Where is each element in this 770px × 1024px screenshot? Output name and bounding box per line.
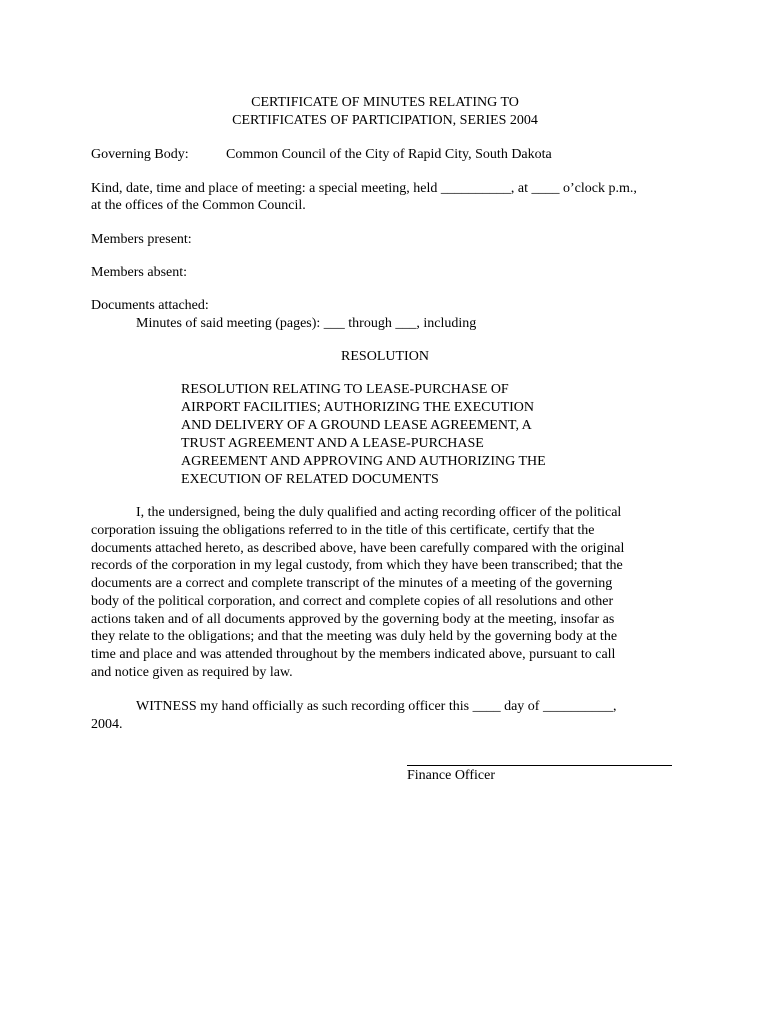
certification-line: documents are a correct and complete transcript of the minutes of a meeting of the governing [91, 576, 613, 591]
signature-title: Finance Officer [407, 768, 495, 783]
meeting-line-2: at the offices of the Common Council. [91, 198, 306, 213]
members-absent-label: Members absent: [91, 265, 188, 280]
documents-attached-label: Documents attached: [91, 298, 209, 313]
resolution-title-line: AIRPORT FACILITIES; AUTHORIZING THE EXECUTION [181, 400, 535, 415]
governing-body-label: Governing Body: [91, 147, 189, 162]
title-line-2: CERTIFICATES OF PARTICIPATION, SERIES 2004 [232, 113, 538, 128]
governing-body-value: Common Council of the City of Rapid City, South Dakota [226, 147, 552, 162]
members-present-label: Members present: [91, 232, 192, 247]
certification-line: documents attached hereto, as described above, have been carefully compared with the original [91, 541, 625, 556]
resolution-title-line: AND DELIVERY OF A GROUND LEASE AGREEMENT, A [181, 418, 532, 433]
resolution-title-line: TRUST AGREEMENT AND A LEASE-PURCHASE [181, 436, 484, 451]
meeting-line-1: Kind, date, time and place of meeting: a special meeting, held __________, at ____ o’clock p.m., [91, 181, 637, 196]
certification-line: they relate to the obligations; and that the meeting was duly held by the governing body at the [91, 629, 618, 644]
certification-line: body of the political corporation, and correct and complete copies of all resolutions and other [91, 594, 614, 609]
certification-line: and notice given as required by law. [91, 665, 293, 680]
witness-line-2: 2004. [91, 717, 123, 732]
certification-line: I, the undersigned, being the duly qualified and acting recording officer of the political [136, 505, 622, 520]
witness-line-1: WITNESS my hand officially as such recording officer this ____ day of __________, [136, 699, 617, 714]
minutes-pages-line: Minutes of said meeting (pages): ___ through ___, including [136, 316, 477, 331]
resolution-title-line: EXECUTION OF RELATED DOCUMENTS [181, 472, 439, 487]
resolution-title-line: RESOLUTION RELATING TO LEASE-PURCHASE OF [181, 382, 509, 397]
signature-line [407, 765, 672, 766]
resolution-title-line: AGREEMENT AND APPROVING AND AUTHORIZING THE [181, 454, 546, 469]
title-line-1: CERTIFICATE OF MINUTES RELATING TO [251, 95, 519, 110]
certification-line: records of the corporation in my legal custody, from which they have been transcribed; that the [91, 558, 623, 573]
resolution-heading: RESOLUTION [341, 349, 429, 364]
certification-line: time and place and was attended throughout by the members indicated above, pursuant to call [91, 647, 616, 662]
certification-line: corporation issuing the obligations referred to in the title of this certificate, certify that the [91, 523, 595, 538]
certification-line: actions taken and of all documents approved by the governing body at the meeting, insofar as [91, 612, 615, 627]
